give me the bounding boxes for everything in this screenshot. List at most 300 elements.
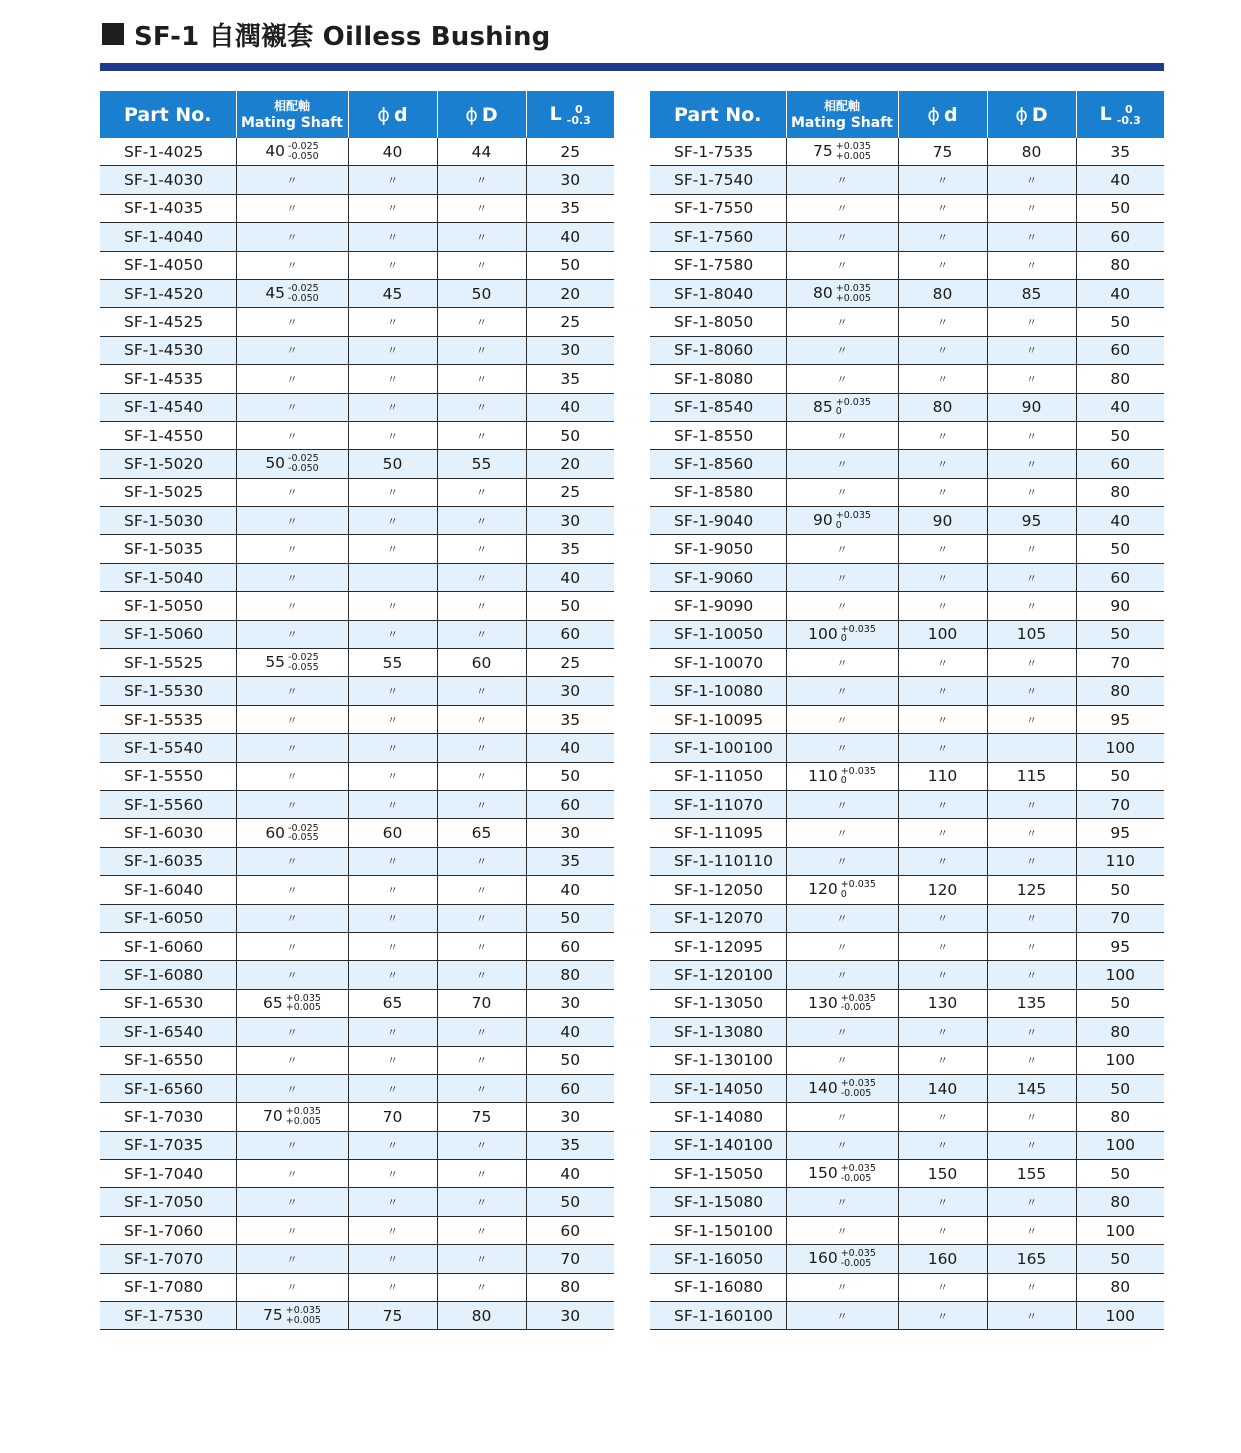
length-cell: 50 [526,1188,614,1216]
mating-shaft-cell [786,393,898,421]
mating-shaft-cell: 〃 [236,1273,348,1301]
mating-shaft-cell [236,279,348,307]
shaft-tolerance-upper: +0.035 [285,992,321,1004]
part-number-cell: SF-1-5025 [100,478,236,506]
inner-diameter-cell: 〃 [348,1018,437,1046]
part-number-cell: SF-1-14050 [650,1074,786,1102]
table-row [100,251,614,279]
length-cell: 30 [526,819,614,847]
outer-diameter-cell: 〃 [437,734,526,762]
mating-shaft-cell: 〃 [786,421,898,449]
inner-diameter-cell: 〃 [348,166,437,194]
table-row [650,1018,1164,1046]
length-cell: 35 [526,847,614,875]
length-cell: 100 [1076,1046,1164,1074]
length-tolerance [1117,104,1141,126]
length-cell: 60 [526,620,614,648]
inner-diameter-cell: 〃 [348,251,437,279]
shaft-tolerance-upper: +0.035 [285,1305,321,1317]
title-divider [100,63,1164,71]
outer-diameter-cell: 〃 [437,223,526,251]
mating-shaft-cell: 〃 [236,1074,348,1102]
part-number-cell: SF-1-5525 [100,649,236,677]
mating-shaft-cell [236,649,348,677]
header-row [100,91,614,138]
length-cell: 20 [526,450,614,478]
part-number-cell: SF-1-4040 [100,223,236,251]
table-row [650,1245,1164,1273]
part-number-cell: SF-1-6530 [100,989,236,1017]
length-cell: 70 [1076,649,1164,677]
part-number-cell: SF-1-8560 [650,450,786,478]
shaft-nominal: 75 [263,1306,283,1325]
inner-diameter-cell: 〃 [898,1188,987,1216]
mating-shaft-cell: 〃 [786,563,898,591]
mating-shaft-cell: 〃 [786,649,898,677]
shaft-tolerance-lower: +0.005 [285,1115,321,1127]
table-row [650,1302,1164,1330]
outer-diameter-cell: 〃 [987,421,1076,449]
inner-diameter-cell: 〃 [898,1131,987,1159]
table-row [100,989,614,1017]
outer-diameter-cell: 〃 [437,961,526,989]
part-number-cell: SF-1-7040 [100,1160,236,1188]
shaft-tolerance [288,454,319,473]
part-number-cell: SF-1-7070 [100,1245,236,1273]
mating-shaft-cell [786,762,898,790]
inner-diameter-cell: 〃 [348,1046,437,1074]
table-row [650,1273,1164,1301]
length-cell: 50 [1076,762,1164,790]
table-row [650,649,1164,677]
length-cell: 95 [1076,705,1164,733]
outer-diameter-cell: 〃 [987,450,1076,478]
table-row [650,421,1164,449]
inner-diameter-cell: 〃 [898,847,987,875]
shaft-nominal: 90 [813,511,833,530]
shaft-tolerance [841,1079,876,1098]
inner-diameter-cell: 〃 [898,819,987,847]
col-header-outer-diameter [987,91,1076,138]
inner-diameter-label: d [943,103,958,126]
shaft-nominal: 150 [808,1164,838,1183]
outer-diameter-cell: 〃 [987,308,1076,336]
length-cell: 50 [1076,535,1164,563]
part-number-cell: SF-1-4540 [100,393,236,421]
length-cell: 50 [526,762,614,790]
shaft-nominal: 120 [808,880,838,899]
length-cell: 30 [526,507,614,535]
length-cell: 100 [1076,961,1164,989]
length-cell: 80 [526,961,614,989]
outer-diameter-cell: 〃 [437,620,526,648]
inner-diameter-cell: 〃 [898,421,987,449]
outer-diameter-cell: 〃 [437,677,526,705]
shaft-tolerance-upper: +0.035 [840,879,876,891]
mating-shaft-zh: 相配軸 [273,98,310,113]
parts-table-right [650,91,1164,1330]
length-cell: 80 [1076,1188,1164,1216]
table-row [650,365,1164,393]
table-row [650,166,1164,194]
mating-shaft-cell: 〃 [236,478,348,506]
outer-diameter-cell: 〃 [437,365,526,393]
shaft-tolerance-upper: -0.025 [288,652,319,664]
outer-diameter-cell: 55 [437,450,526,478]
part-number-cell: SF-1-7030 [100,1103,236,1131]
inner-diameter-cell: 〃 [348,677,437,705]
length-label: L [549,103,562,126]
part-number-cell: SF-1-16050 [650,1245,786,1273]
outer-diameter-cell: 〃 [437,1131,526,1159]
table-row [650,1103,1164,1131]
part-number-cell: SF-1-5550 [100,762,236,790]
mating-shaft-cell [236,138,348,166]
inner-diameter-cell: 40 [348,138,437,166]
part-number-cell: SF-1-6560 [100,1074,236,1102]
inner-diameter-cell: 〃 [898,336,987,364]
outer-diameter-cell: 〃 [987,961,1076,989]
mating-shaft-cell: 〃 [236,876,348,904]
phi-symbol: ϕ [927,103,940,126]
length-cell: 70 [1076,790,1164,818]
outer-diameter-cell: 〃 [437,478,526,506]
part-number-cell: SF-1-7560 [650,223,786,251]
outer-diameter-label: D [1031,103,1048,126]
shaft-tolerance-lower: -0.050 [288,292,319,304]
shaft-nominal: 140 [808,1079,838,1098]
mating-shaft-cell: 〃 [786,194,898,222]
mating-shaft-cell: 〃 [786,450,898,478]
part-number-cell: SF-1-10070 [650,649,786,677]
table-row [100,138,614,166]
shaft-nominal: 65 [263,993,283,1012]
shaft-tolerance-upper: +0.035 [835,510,871,522]
mating-shaft-cell: 〃 [786,1103,898,1131]
inner-diameter-cell: 〃 [898,790,987,818]
mating-shaft-cell: 〃 [786,1302,898,1330]
part-number-cell: SF-1-7530 [100,1302,236,1330]
part-number-cell: SF-1-8060 [650,336,786,364]
shaft-nominal: 160 [808,1249,838,1268]
table-row [650,223,1164,251]
inner-diameter-cell: 〃 [898,592,987,620]
outer-diameter-cell: 75 [437,1103,526,1131]
shaft-tolerance-lower: 0 [835,519,842,531]
mating-shaft-cell: 〃 [236,393,348,421]
mating-shaft-cell: 〃 [236,932,348,960]
length-cell: 35 [526,365,614,393]
mating-shaft-cell: 〃 [236,1160,348,1188]
mating-shaft-cell: 〃 [786,1188,898,1216]
table-row [100,1188,614,1216]
inner-diameter-cell: 〃 [898,649,987,677]
table-row [100,1018,614,1046]
shaft-tolerance-lower: 0 [840,775,847,787]
parts-table-left [100,91,614,1330]
shaft-nominal: 40 [265,142,286,161]
table-row [650,535,1164,563]
outer-diameter-cell: 〃 [987,1188,1076,1216]
inner-diameter-cell: 〃 [348,705,437,733]
length-cell: 40 [1076,507,1164,535]
table-row [650,989,1164,1017]
length-tolerance-upper: 0 [1124,102,1133,116]
table-row [650,734,1164,762]
part-number-cell: SF-1-100100 [650,734,786,762]
mating-shaft-cell: 〃 [786,535,898,563]
length-cell: 50 [1076,1160,1164,1188]
length-cell: 60 [1076,563,1164,591]
length-tolerance-upper: 0 [574,102,583,116]
mating-shaft-cell [236,989,348,1017]
mating-shaft-cell: 〃 [236,421,348,449]
shaft-nominal: 75 [813,142,833,161]
table-row [650,393,1164,421]
inner-diameter-cell: 80 [898,279,987,307]
length-cell: 50 [526,592,614,620]
inner-diameter-cell: 〃 [348,194,437,222]
table-row [650,279,1164,307]
table-row [100,904,614,932]
table-row [100,705,614,733]
length-cell: 30 [526,1302,614,1330]
length-cell: 50 [1076,421,1164,449]
inner-diameter-cell: 160 [898,1245,987,1273]
shaft-nominal: 55 [265,653,286,672]
outer-diameter-cell: 〃 [437,1216,526,1244]
mating-shaft-cell [786,1074,898,1102]
mating-shaft-en: Mating Shaft [240,114,343,131]
length-cell: 35 [526,194,614,222]
part-number-cell: SF-1-11095 [650,819,786,847]
shaft-tolerance-lower: -0.005 [840,1257,872,1269]
outer-diameter-cell [987,734,1076,762]
table-row [650,138,1164,166]
part-number-cell: SF-1-11070 [650,790,786,818]
table-row [650,308,1164,336]
outer-diameter-cell: 〃 [437,1046,526,1074]
table-row [650,961,1164,989]
col-header-length [1076,91,1164,138]
table-row [100,421,614,449]
shaft-tolerance [841,1164,876,1183]
mating-shaft-cell [786,620,898,648]
table-row [650,762,1164,790]
mating-shaft-cell: 〃 [236,1188,348,1216]
shaft-tolerance-upper: +0.035 [840,1163,876,1175]
length-cell: 40 [526,1160,614,1188]
length-cell: 40 [526,393,614,421]
outer-diameter-cell: 145 [987,1074,1076,1102]
outer-diameter-cell: 115 [987,762,1076,790]
mating-shaft-cell [786,279,898,307]
inner-diameter-cell: 〃 [898,478,987,506]
table-row [650,478,1164,506]
inner-diameter-cell: 90 [898,507,987,535]
table-row [100,876,614,904]
length-cell: 80 [1076,251,1164,279]
shaft-tolerance [841,880,876,899]
length-cell: 95 [1076,932,1164,960]
table-row [100,365,614,393]
mating-shaft-cell: 〃 [236,1131,348,1159]
outer-diameter-label: D [481,103,498,126]
shaft-nominal: 45 [265,284,286,303]
shaft-nominal: 110 [808,766,838,785]
length-cell: 80 [1076,1273,1164,1301]
mating-shaft-cell: 〃 [786,336,898,364]
length-cell: 35 [526,705,614,733]
outer-diameter-cell: 〃 [437,166,526,194]
mating-shaft-cell: 〃 [786,819,898,847]
part-number-cell: SF-1-10080 [650,677,786,705]
length-cell: 50 [526,421,614,449]
table-row [650,932,1164,960]
phi-symbol: ϕ [465,103,478,126]
table-row [650,1188,1164,1216]
col-header-inner-diameter [348,91,437,138]
mating-shaft-cell: 〃 [786,1273,898,1301]
mating-shaft-cell: 〃 [786,734,898,762]
outer-diameter-cell: 135 [987,989,1076,1017]
shaft-tolerance [288,653,319,672]
table-row [650,1160,1164,1188]
inner-diameter-cell: 〃 [348,876,437,904]
table-row [650,705,1164,733]
outer-diameter-cell: 60 [437,649,526,677]
mating-shaft-cell: 〃 [236,223,348,251]
table-row [100,961,614,989]
mating-shaft-cell: 〃 [236,1216,348,1244]
mating-shaft-cell [786,1160,898,1188]
mating-shaft-cell: 〃 [236,194,348,222]
part-number-cell: SF-1-5040 [100,563,236,591]
mating-shaft-cell: 〃 [786,677,898,705]
part-number-cell: SF-1-6030 [100,819,236,847]
mating-shaft-cell: 〃 [236,336,348,364]
inner-diameter-cell: 〃 [348,336,437,364]
mating-shaft-cell: 〃 [236,904,348,932]
part-number-cell: SF-1-13080 [650,1018,786,1046]
outer-diameter-cell: 〃 [437,705,526,733]
length-tolerance-lower: -0.3 [566,113,591,127]
table-row [100,1131,614,1159]
shaft-nominal: 100 [808,624,838,643]
length-cell: 70 [1076,904,1164,932]
inner-diameter-cell: 〃 [348,620,437,648]
outer-diameter-cell: 〃 [437,1273,526,1301]
length-cell: 30 [526,336,614,364]
outer-diameter-cell: 〃 [437,194,526,222]
inner-diameter-cell: 140 [898,1074,987,1102]
length-cell: 20 [526,279,614,307]
shaft-tolerance-lower: +0.005 [835,292,871,304]
outer-diameter-cell: 〃 [987,705,1076,733]
shaft-tolerance-lower: -0.005 [840,1002,872,1014]
shaft-nominal: 70 [263,1107,283,1126]
part-number-cell: SF-1-6540 [100,1018,236,1046]
length-cell: 50 [526,251,614,279]
part-number-cell: SF-1-9040 [650,507,786,535]
inner-diameter-cell: 〃 [348,734,437,762]
outer-diameter-cell: 〃 [987,1046,1076,1074]
part-number-cell: SF-1-12070 [650,904,786,932]
outer-diameter-cell: 165 [987,1245,1076,1273]
mating-shaft-cell: 〃 [236,1018,348,1046]
outer-diameter-cell: 〃 [987,478,1076,506]
shaft-tolerance-lower: +0.005 [285,1002,321,1014]
shaft-tolerance-upper: +0.035 [835,141,871,153]
inner-diameter-cell: 〃 [898,1302,987,1330]
part-number-cell: SF-1-4050 [100,251,236,279]
length-cell: 40 [526,876,614,904]
part-number-cell: SF-1-5540 [100,734,236,762]
table-row [100,1103,614,1131]
mating-shaft-cell: 〃 [786,223,898,251]
inner-diameter-cell: 〃 [898,308,987,336]
inner-diameter-cell: 50 [348,450,437,478]
phi-symbol: ϕ [377,103,390,126]
part-number-cell: SF-1-8080 [650,365,786,393]
inner-diameter-cell: 〃 [348,308,437,336]
length-cell: 40 [526,223,614,251]
inner-diameter-cell: 〃 [898,166,987,194]
page-title-text: SF-1 自潤襯套 Oilless Bushing [134,21,551,52]
shaft-nominal: 60 [265,823,286,842]
table-row [650,677,1164,705]
part-number-cell: SF-1-4535 [100,365,236,393]
inner-diameter-cell: 〃 [348,393,437,421]
table-row [100,592,614,620]
part-number-cell: SF-1-11050 [650,762,786,790]
length-cell: 50 [526,1046,614,1074]
mating-shaft-cell: 〃 [786,1216,898,1244]
col-header-part-no: Part No. [650,91,786,138]
length-cell: 60 [1076,223,1164,251]
table-row [650,450,1164,478]
outer-diameter-cell: 〃 [987,223,1076,251]
inner-diameter-cell: 45 [348,279,437,307]
length-cell: 40 [526,734,614,762]
table-row [100,1046,614,1074]
outer-diameter-cell: 〃 [437,1188,526,1216]
inner-diameter-cell: 〃 [898,932,987,960]
table-row [100,507,614,535]
length-cell: 100 [1076,1216,1164,1244]
length-cell: 35 [526,535,614,563]
mating-shaft-cell: 〃 [786,1046,898,1074]
length-cell: 50 [1076,1074,1164,1102]
outer-diameter-cell: 90 [987,393,1076,421]
table-row [650,336,1164,364]
table-row [650,876,1164,904]
outer-diameter-cell: 〃 [987,677,1076,705]
table-row [100,620,614,648]
mating-shaft-cell: 〃 [236,705,348,733]
mating-shaft-cell [236,1302,348,1330]
mating-shaft-cell: 〃 [236,166,348,194]
length-cell: 25 [526,478,614,506]
part-number-cell: SF-1-4025 [100,138,236,166]
inner-diameter-cell: 120 [898,876,987,904]
inner-diameter-cell: 65 [348,989,437,1017]
outer-diameter-cell: 85 [987,279,1076,307]
mating-shaft-cell [786,507,898,535]
inner-diameter-cell: 〃 [348,1160,437,1188]
length-cell: 50 [1076,194,1164,222]
mating-shaft-cell: 〃 [786,790,898,818]
